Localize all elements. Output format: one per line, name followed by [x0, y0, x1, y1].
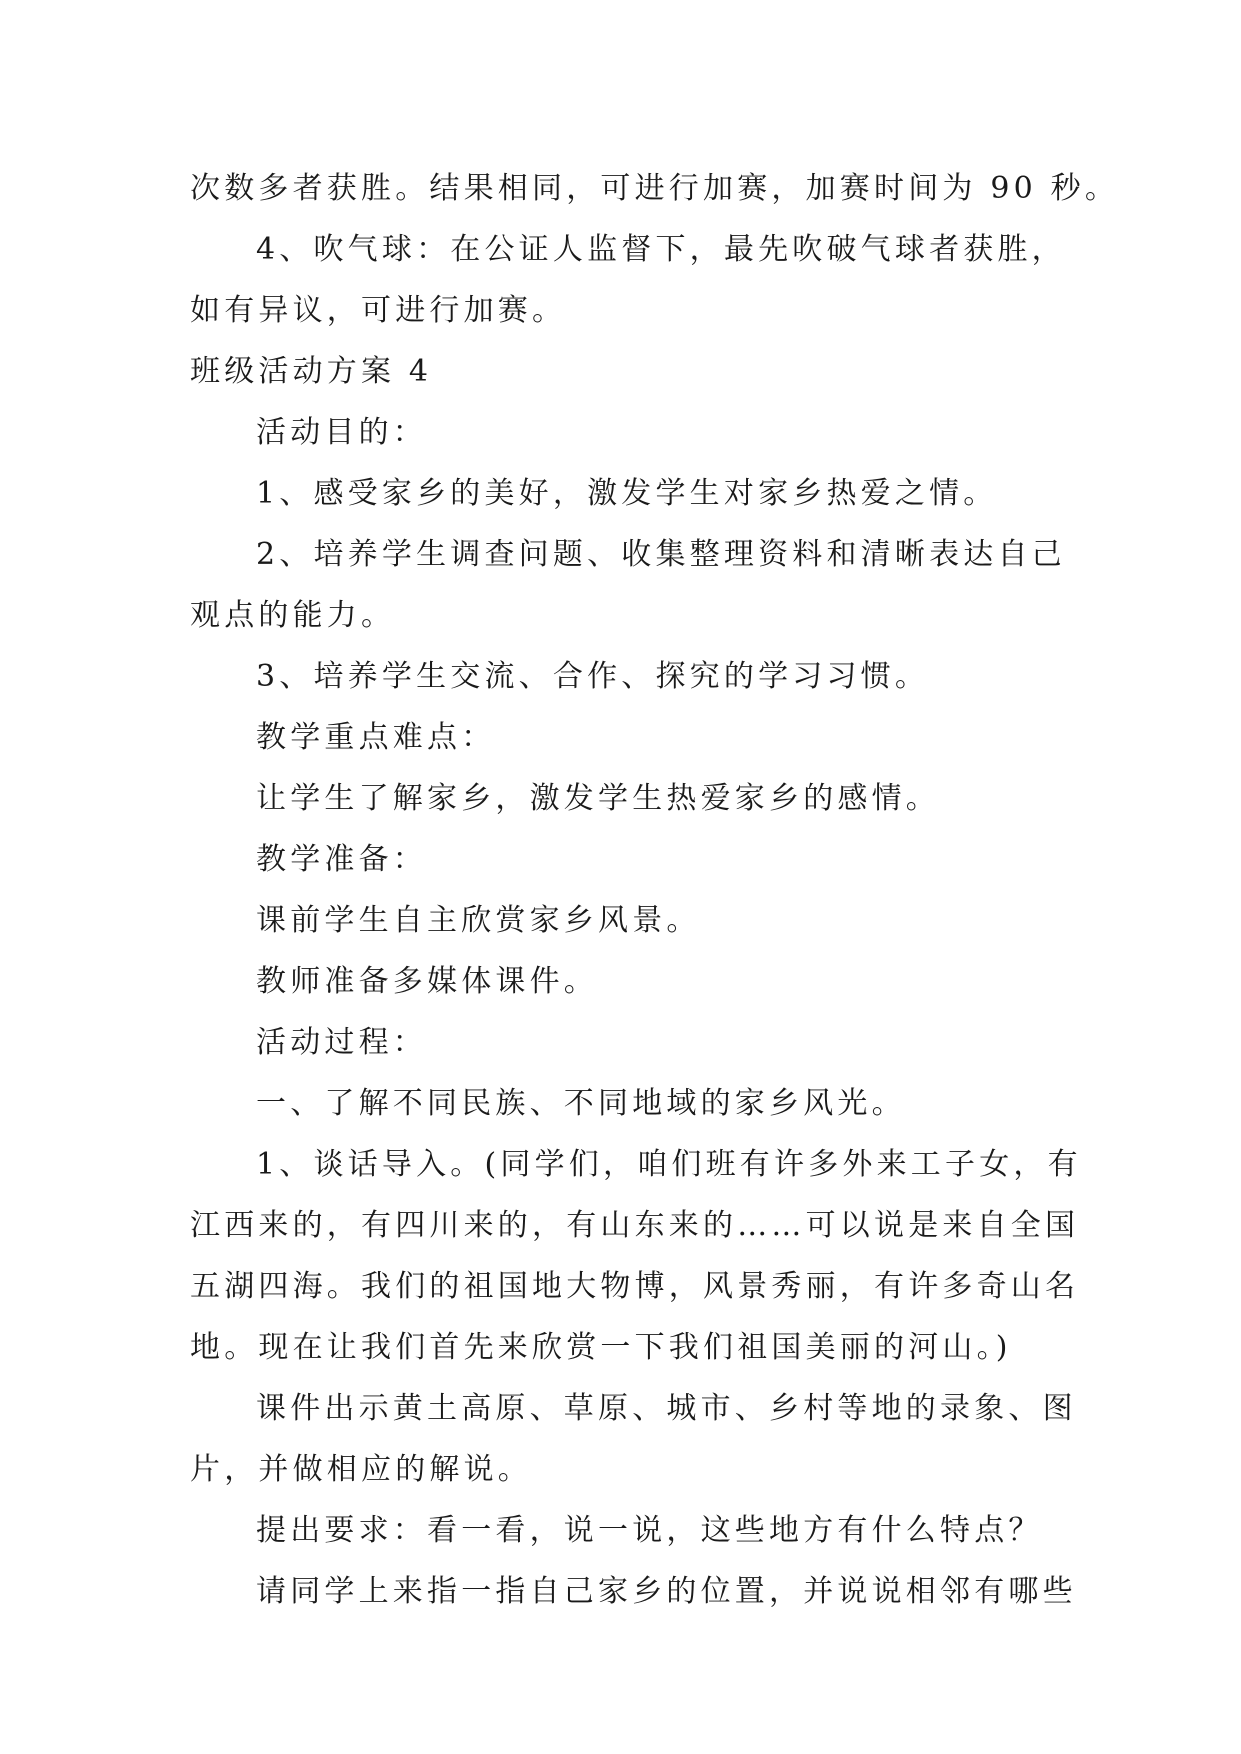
- process-paragraph-line-1: 1、谈话导入。(同学们，咱们班有许多外来工子女，有: [256, 1147, 1082, 1182]
- preparation-item-2: 教师准备多媒体课件。: [256, 964, 598, 999]
- process-step-1-heading: 一、了解不同民族、不同地域的家乡风光。: [256, 1086, 906, 1121]
- subheading-preparation: 教学准备：: [256, 842, 427, 877]
- requirement-paragraph: 提出要求：看一看，说一说，这些地方有什么特点？: [256, 1513, 1043, 1548]
- process-paragraph-line-4: 地。现在让我们首先来欣赏一下我们祖国美丽的河山。): [190, 1330, 1012, 1365]
- process-paragraph-line-2: 江西来的，有四川来的，有山东来的……可以说是来自全国: [190, 1208, 1080, 1243]
- courseware-paragraph-line-1: 课件出示黄土高原、草原、城市、乡村等地的录象、图: [256, 1391, 1077, 1426]
- section-heading: 班级活动方案 4: [190, 354, 433, 389]
- courseware-paragraph-line-2: 片，并做相应的解说。: [190, 1452, 532, 1487]
- goal-item-3: 3、培养学生交流、合作、探究的学习习惯。: [256, 659, 930, 694]
- subheading-process: 活动过程：: [256, 1025, 427, 1060]
- goal-item-2-continued: 观点的能力。: [190, 598, 396, 633]
- subheading-key-points: 教学重点难点：: [256, 720, 496, 755]
- process-paragraph-line-3: 五湖四海。我们的祖国地大物博，风景秀丽，有许多奇山名: [190, 1269, 1080, 1304]
- subheading-activity-goals: 活动目的：: [256, 415, 427, 450]
- paragraph-line-3: 如有异议，可进行加赛。: [190, 293, 567, 328]
- goal-item-1: 1、感受家乡的美好，激发学生对家乡热爱之情。: [256, 476, 998, 511]
- preparation-item-1: 课前学生自主欣赏家乡风景。: [256, 903, 701, 938]
- goal-item-2: 2、培养学生调查问题、收集整理资料和清晰表达自己: [256, 537, 1066, 572]
- paragraph-line-2: 4、吹气球：在公证人监督下，最先吹破气球者获胜，: [256, 232, 1066, 267]
- final-paragraph-line: 请同学上来指一指自己家乡的位置，并说说相邻有哪些: [256, 1574, 1077, 1609]
- key-points-text: 让学生了解家乡，激发学生热爱家乡的感情。: [256, 781, 940, 816]
- paragraph-line-1: 次数多者获胜。结果相同，可进行加赛，加赛时间为 90 秒。: [190, 171, 1120, 206]
- document-body: [190, 158, 1120, 1622]
